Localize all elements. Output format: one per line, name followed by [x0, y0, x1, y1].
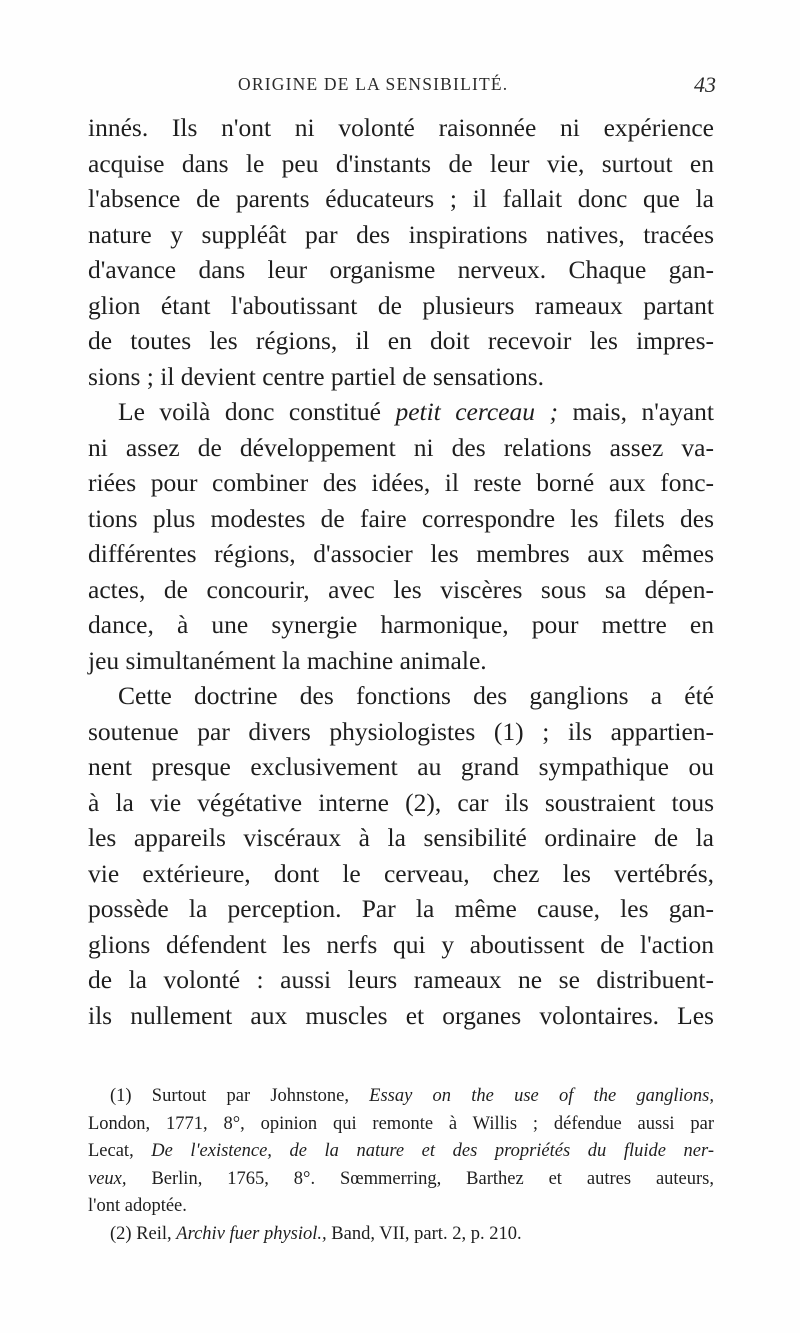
footnote-line: [88, 1138, 714, 1166]
text-line: vie extérieure, dont le cerveau, chez les vertébrés,: [88, 858, 714, 888]
text-line: sions ; il devient centre partiel de sensations.: [88, 361, 545, 391]
footnote-segment: Band, VII, part. 2, p. 210.: [331, 1223, 522, 1244]
footnote-title: Archiv fuer physiol.,: [176, 1223, 327, 1244]
text-line: [88, 394, 714, 430]
footnote-line: [88, 1166, 714, 1194]
text-line: les appareils viscéraux à la sensibilité ordinaire de la: [88, 823, 714, 852]
footnote-line: [88, 1221, 714, 1249]
text-line: dance, à une synergie harmonique, pour mettre en: [88, 610, 714, 639]
text-line: possède la perception. Par la même cause, les gan-: [88, 894, 714, 923]
text-line: actes, de concourir, avec les viscères sous sa dépen-: [88, 574, 714, 604]
text-line: ils nullement aux muscles et organes volontaires. Les: [88, 1000, 714, 1030]
text-line: soutenue par divers physiologistes (1) ; ils appartien-: [88, 716, 714, 746]
text-line: Cette doctrine des fonctions des ganglions a été: [118, 681, 714, 710]
text-line: jeu simultanément la machine animale.: [88, 645, 487, 675]
running-head: ORIGINE DE LA SENSIBILITÉ.: [238, 74, 509, 94]
text-line: différentes régions, d'associer les membres aux mêmes: [88, 539, 714, 568]
page-header: [88, 74, 716, 104]
footnote-title: De l'existence, de la nature et des propriétés du fluide ner-: [151, 1141, 714, 1161]
text-line: tions plus modestes de faire correspondre les filets des: [88, 503, 714, 533]
text-line: innés. Ils n'ont ni volonté raisonnée ni expérience: [88, 113, 714, 142]
italic-phrase: petit cerceau ;: [395, 397, 558, 426]
footnote-line: l'ont adoptée.: [88, 1196, 187, 1216]
main-text: [88, 110, 714, 1033]
footnote-title: Essay on the use of the ganglions,: [369, 1086, 714, 1106]
text-line: de toutes les régions, il en doit recevoir les impres-: [88, 326, 714, 355]
footnote-segment: Berlin, 1765, 8°. Sœmmerring, Barthez et autres auteurs,: [151, 1168, 715, 1189]
footnotes: [88, 1083, 714, 1248]
text-line: d'avance dans leur organisme nerveux. Chaque gan-: [88, 255, 714, 284]
text-segment: mais, n'ayant: [572, 397, 715, 426]
footnote-line: [88, 1083, 714, 1111]
footnote-segment: (2) Reil,: [110, 1223, 172, 1244]
text-segment: Le voilà donc constitué: [118, 397, 381, 426]
footnote-title: veux,: [88, 1168, 127, 1189]
text-line: riées pour combiner des idées, il reste borné aux fonc-: [88, 468, 714, 497]
footnote-segment: Lecat,: [88, 1141, 134, 1161]
text-line: acquise dans le peu d'instants de leur vie, surtout en: [88, 148, 714, 178]
text-line: à la vie végétative interne (2), car ils soustraient tous: [88, 787, 714, 817]
footnote-segment: (1) Surtout par Johnstone,: [110, 1086, 349, 1106]
footnote-line: London, 1771, 8°, opinion qui remonte à Willis ; défendue aussi par: [88, 1113, 714, 1134]
text-line: de la volonté : aussi leurs rameaux ne se distribuent-: [88, 965, 714, 994]
text-line: nature y suppléât par des inspirations natives, tracées: [88, 219, 714, 249]
text-line: l'absence de parents éducateurs ; il fallait donc que la: [88, 184, 714, 213]
text-line: glions défendent les nerfs qui y aboutissent de l'action: [88, 929, 714, 959]
page-number: 43: [694, 72, 716, 97]
text-line: nent presque exclusivement au grand sympathique ou: [88, 752, 714, 781]
text-line: glion étant l'aboutissant de plusieurs rameaux partant: [88, 290, 714, 320]
text-line: ni assez de développement ni des relations assez va-: [88, 432, 714, 462]
